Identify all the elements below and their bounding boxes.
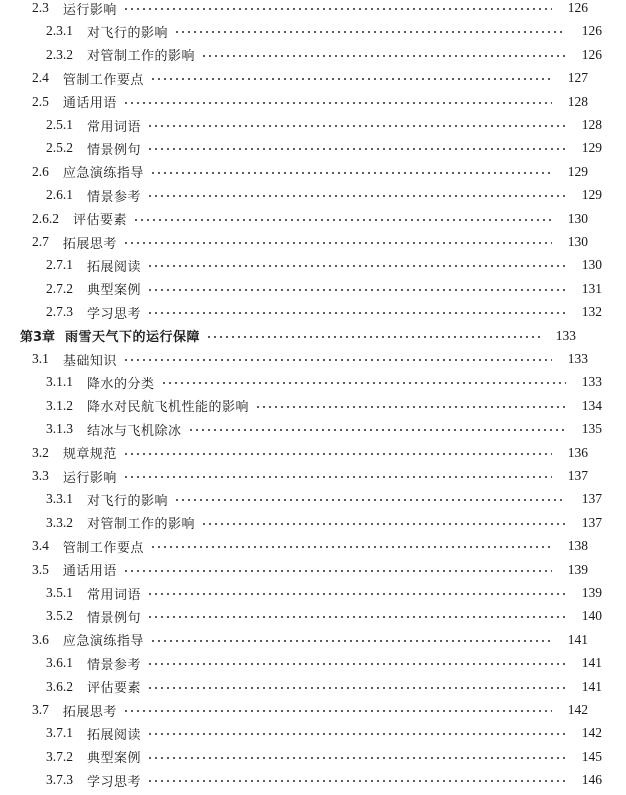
toc-entry-page: 133 — [567, 351, 588, 366]
toc-entry-number: 2.7.1 — [46, 257, 73, 273]
toc-entry-page: 129 — [581, 187, 602, 203]
toc-entry[interactable] — [0, 630, 612, 650]
toc-entry-number: 3.5.2 — [46, 608, 73, 624]
dot-leader — [201, 523, 566, 525]
dot-leader — [147, 265, 566, 267]
toc-entry-title: 学习思考 — [87, 774, 142, 790]
toc-entry-title: 情景例句 — [87, 610, 142, 626]
toc-entry[interactable] — [0, 68, 612, 88]
toc-entry-page: 126 — [581, 46, 602, 62]
dot-leader — [123, 476, 552, 478]
toc-entry[interactable] — [0, 396, 626, 416]
toc-entry-page: 137 — [567, 468, 588, 483]
toc-entry-page: 126 — [567, 0, 588, 15]
toc-entry-page: 134 — [581, 397, 602, 413]
toc-entry-page: 139 — [581, 585, 602, 600]
toc-entry-number: 3.6 — [32, 631, 49, 647]
toc-entry-number: 3.6.2 — [46, 678, 73, 694]
toc-entry-page: 128 — [567, 93, 588, 109]
dot-leader — [174, 499, 566, 501]
toc-entry[interactable] — [0, 606, 626, 626]
toc-entry-number: 3.7 — [32, 702, 49, 717]
toc-entry-title: 应急演练指导 — [62, 166, 144, 182]
toc-entry-number: 2.3 — [32, 0, 49, 15]
toc-entry-page: 133 — [555, 327, 576, 343]
toc-entry-page: 126 — [581, 23, 602, 39]
toc-entry-title: 对飞行的影响 — [87, 493, 169, 509]
dot-leader — [150, 546, 552, 548]
toc-entry-number: 2.7.2 — [46, 280, 73, 296]
toc-entry[interactable] — [0, 419, 626, 439]
toc-entry[interactable] — [0, 489, 626, 509]
toc-entry[interactable] — [0, 185, 626, 205]
toc-entry-page: 129 — [581, 140, 602, 156]
toc-entry-number: 2.6.1 — [46, 187, 73, 203]
toc-entry[interactable] — [0, 326, 600, 346]
dot-leader — [147, 593, 566, 595]
toc-entry[interactable] — [0, 770, 626, 790]
dot-leader — [147, 312, 566, 314]
dot-leader — [188, 429, 566, 431]
dot-leader — [133, 219, 552, 221]
toc-entry-number: 3.7.3 — [46, 772, 73, 788]
dot-leader — [161, 382, 566, 384]
toc-entry-title: 结冰与飞机除冰 — [87, 423, 182, 439]
toc-entry-page: 141 — [581, 655, 602, 671]
toc-entry-title: 雨雪天气下的运行保障 — [65, 330, 201, 346]
toc-entry[interactable] — [0, 536, 612, 556]
toc-entry-title: 管制工作要点 — [62, 72, 144, 88]
toc-entry-number: 2.6 — [32, 163, 49, 179]
toc-entry-number: 3.1.2 — [46, 397, 73, 413]
toc-entry-number: 2.7.3 — [46, 304, 73, 320]
toc-entry-page: 146 — [581, 772, 602, 788]
toc-entry[interactable] — [0, 279, 626, 299]
toc-entry-title: 通话用语 — [62, 564, 117, 580]
toc-entry-number: 3.7.2 — [46, 748, 73, 764]
toc-entry[interactable] — [0, 700, 612, 720]
toc-entry-number: 3.3.1 — [46, 491, 73, 507]
toc-entry[interactable] — [0, 255, 626, 275]
toc-entry[interactable] — [0, 372, 626, 392]
dot-leader — [123, 8, 552, 10]
toc-entry-title: 评估要素 — [73, 213, 128, 229]
toc-entry-title: 对飞行的影响 — [87, 25, 169, 41]
toc-entry-page: 135 — [581, 421, 602, 437]
toc-entry-title: 常用词语 — [87, 119, 142, 135]
dot-leader — [147, 148, 566, 150]
toc-entry-page: 129 — [567, 163, 588, 179]
dot-leader — [147, 780, 566, 782]
toc-entry[interactable] — [0, 583, 626, 603]
toc-entry-number: 2.3.1 — [46, 23, 73, 39]
toc-entry-title: 降水的分类 — [87, 376, 155, 392]
dot-leader — [123, 453, 552, 455]
toc-entry-page: 128 — [581, 117, 602, 132]
toc-entry[interactable] — [0, 349, 612, 369]
toc-entry-number: 3.6.1 — [46, 655, 73, 671]
toc-entry-title: 运行影响 — [62, 470, 117, 486]
toc-entry-title: 情景例句 — [87, 142, 142, 158]
dot-leader — [147, 616, 566, 618]
toc-entry-page: 141 — [567, 631, 588, 647]
toc-entry-number: 2.3.2 — [46, 46, 73, 62]
dot-leader — [150, 172, 552, 174]
toc-entry-title: 拓展阅读 — [87, 727, 142, 743]
toc-entry-number: 3.2 — [32, 444, 49, 460]
toc-entry-number: 3.1 — [32, 351, 49, 366]
toc-entry[interactable] — [0, 723, 626, 743]
dot-leader — [123, 242, 552, 244]
toc-entry[interactable] — [0, 138, 626, 158]
toc-entry-page: 140 — [581, 608, 602, 624]
toc-entry[interactable] — [0, 21, 626, 41]
toc-entry-number: 3.3.2 — [46, 514, 73, 530]
toc-entry-page: 139 — [567, 561, 588, 577]
toc-entry-title: 管制工作要点 — [62, 540, 144, 556]
dot-leader — [123, 710, 552, 712]
toc-entry-title: 常用词语 — [87, 587, 142, 603]
toc-entry-number: 3.1.3 — [46, 421, 73, 437]
toc-entry-title: 情景参考 — [87, 657, 142, 673]
toc-entry-title: 对管制工作的影响 — [87, 49, 196, 65]
toc-entry[interactable] — [0, 747, 626, 767]
toc-entry-number: 3.1.1 — [46, 374, 73, 390]
toc-entry-page: 132 — [581, 304, 602, 320]
toc-entry[interactable] — [0, 513, 626, 533]
toc-entry[interactable] — [0, 677, 626, 697]
toc-entry-number: 3.4 — [32, 538, 49, 554]
toc-entry-page: 142 — [567, 702, 588, 717]
toc-entry-number: 3.3 — [32, 468, 49, 483]
dot-leader — [150, 640, 552, 642]
toc-entry-number: 2.5.1 — [46, 117, 73, 132]
toc-entry[interactable] — [0, 443, 612, 463]
toc-entry-page: 138 — [567, 538, 588, 554]
toc-entry-number: 3.7.1 — [46, 725, 73, 741]
dot-leader — [201, 55, 566, 57]
toc-entry[interactable] — [0, 232, 612, 252]
toc-entry-page: 130 — [581, 257, 602, 273]
toc-entry-title: 情景参考 — [87, 189, 142, 205]
toc-entry[interactable] — [0, 45, 626, 65]
toc-entry-title: 降水对民航飞机性能的影响 — [87, 400, 250, 416]
toc-entry[interactable] — [0, 466, 612, 486]
toc-entry-page: 145 — [581, 748, 602, 764]
toc-entry[interactable] — [0, 302, 626, 322]
toc-entry-title: 基础知识 — [62, 353, 117, 369]
toc-entry-number: 2.7 — [32, 234, 49, 249]
toc-entry[interactable] — [0, 560, 612, 580]
toc-entry-number: 2.6.2 — [32, 210, 59, 226]
toc-entry-number: 3.5.1 — [46, 585, 73, 600]
dot-leader — [123, 102, 552, 104]
toc-entry-page: 137 — [581, 491, 602, 507]
toc-entry-number: 2.5.2 — [46, 140, 73, 156]
toc-entry-title: 拓展思考 — [62, 236, 117, 252]
toc-entry-title: 拓展思考 — [62, 704, 117, 720]
toc-entry-title: 规章规范 — [62, 447, 117, 463]
toc-entry-title: 学习思考 — [87, 306, 142, 322]
toc-entry[interactable] — [0, 92, 612, 112]
toc-entry[interactable] — [0, 115, 626, 135]
dot-leader — [123, 570, 552, 572]
toc-entry-page: 141 — [581, 678, 602, 694]
dot-leader — [123, 359, 552, 361]
toc-entry-title: 典型案例 — [87, 751, 142, 767]
toc-entry-page: 136 — [567, 444, 588, 460]
toc-entry-page: 130 — [567, 234, 588, 249]
toc-entry-page: 142 — [581, 725, 602, 741]
toc-entry-title: 评估要素 — [87, 681, 142, 697]
dot-leader — [150, 78, 552, 80]
dot-leader — [206, 336, 540, 338]
dot-leader — [174, 31, 566, 33]
toc-entry-number: 2.4 — [32, 70, 49, 86]
dot-leader — [147, 289, 566, 291]
dot-leader — [147, 663, 566, 665]
toc-entry-page: 131 — [581, 280, 602, 296]
toc-entry-page: 127 — [567, 70, 588, 86]
toc-entry-page: 133 — [581, 374, 602, 390]
dot-leader — [255, 406, 566, 408]
toc-entry-title: 典型案例 — [87, 283, 142, 299]
dot-leader — [147, 757, 566, 759]
toc-entry-title: 拓展阅读 — [87, 259, 142, 275]
toc-entry-number: 第3章 — [20, 330, 56, 346]
toc-entry-number: 3.5 — [32, 561, 49, 577]
toc-entry-page: 130 — [567, 210, 588, 226]
dot-leader — [147, 125, 566, 127]
toc-entry-number: 2.5 — [32, 93, 49, 109]
dot-leader — [147, 733, 566, 735]
toc-entry-title: 对管制工作的影响 — [87, 517, 196, 533]
toc-entry-title: 应急演练指导 — [62, 634, 144, 650]
toc-entry[interactable] — [0, 162, 612, 182]
dot-leader — [147, 195, 566, 197]
toc-entry[interactable] — [0, 209, 612, 229]
dot-leader — [147, 687, 566, 689]
toc-entry[interactable] — [0, 0, 612, 18]
toc-entry-page: 137 — [581, 514, 602, 530]
toc-entry-title: 运行影响 — [62, 2, 117, 18]
toc-entry[interactable] — [0, 653, 626, 673]
toc-entry-title: 通话用语 — [62, 96, 117, 112]
